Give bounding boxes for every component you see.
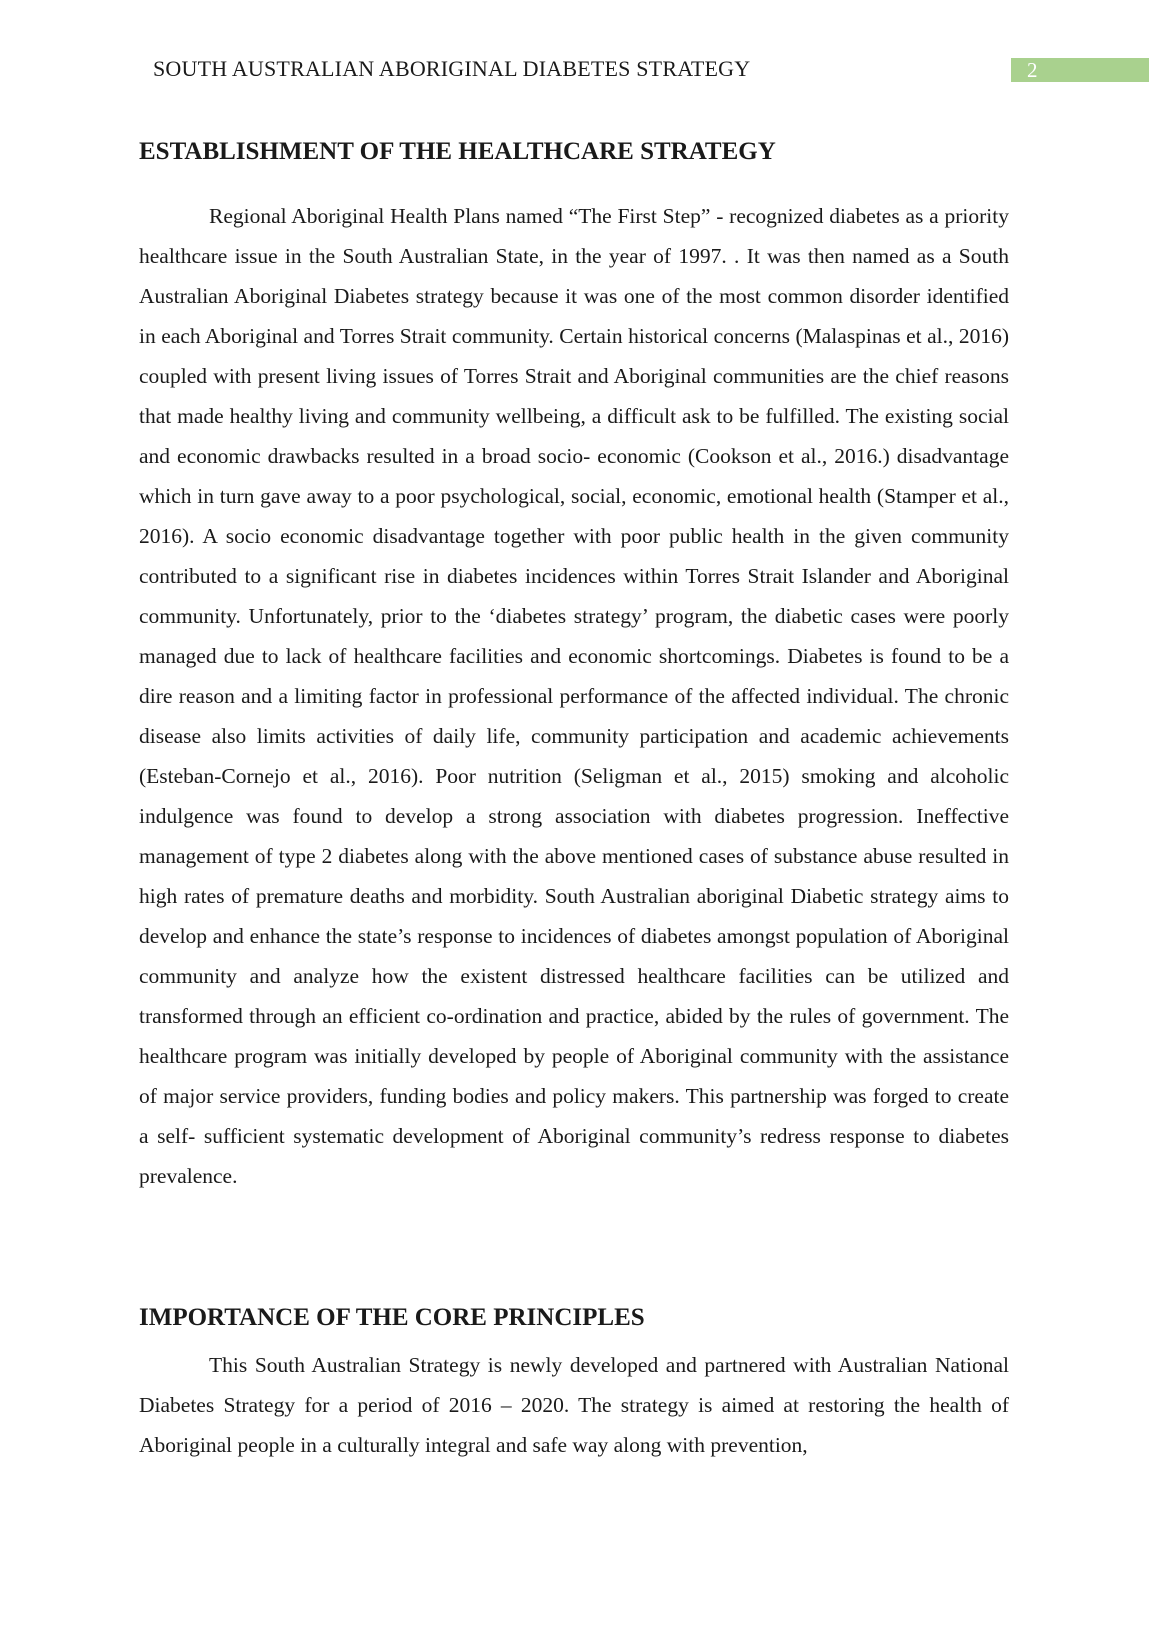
section-heading-core-principles: IMPORTANCE OF THE CORE PRINCIPLES xyxy=(139,1304,645,1331)
section-paragraph-establishment: Regional Aboriginal Health Plans named “The First Step” - recognized diabetes as a priority healthcare issue in the South Australian State, in the year of 1997. . It was then named as a South Australian Aboriginal Diabetes strategy because it was one of the most common disorder identified in each Aboriginal and Torres Strait community. Certain historical concerns (Malaspinas et al., 2016) coupled with present living issues of Torres Strait and Aboriginal communities are the chief reasons that made healthy living and community wellbeing, a difficult ask to be fulfilled. The existing social and economic drawbacks resulted in a broad socio- economic (Cookson et al., 2016.) disadvantage which in turn gave away to a poor psychological, social, economic, emotional health (Stamper et al., 2016). A socio economic disadvantage together with poor public health in the given community contributed to a significant rise in diabetes incidences within Torres Strait Islander and Aboriginal community. Unfortunately, prior to the ‘diabetes strategy’ program, the diabetic cases were poorly managed due to lack of healthcare facilities and economic shortcomings. Diabetes is found to be a dire reason and a limiting factor in professional performance of the affected individual. The chronic disease also limits activities of daily life, community participation and academic achievements (Esteban-Cornejo et al., 2016). Poor nutrition (Seligman et al., 2015) smoking and alcoholic indulgence was found to develop a strong association with diabetes progression. Ineffective management of type 2 diabetes along with the above mentioned cases of substance abuse resulted in high rates of premature deaths and morbidity. South Australian aboriginal Diabetic strategy aims to develop and enhance the state’s response to incidences of diabetes amongst population of Aboriginal community and analyze how the existent distressed healthcare facilities can be utilized and transformed through an efficient co-ordination and practice, abided by the rules of government. The healthcare program was initially developed by people of Aboriginal community with the assistance of major service providers, funding bodies and policy makers. This partnership was forged to create a self- sufficient systematic development of Aboriginal community’s redress response to diabetes prevalence. xyxy=(139,204,1009,1188)
section-paragraph-core-principles: This South Australian Strategy is newly developed and partnered with Australian National Diabetes Strategy for a period of 2016 – 2020. The strategy is aimed at restoring the health of Aboriginal people in a culturally integral and safe way along with prevention, xyxy=(139,1353,1009,1457)
section-heading-establishment: ESTABLISHMENT OF THE HEALTHCARE STRATEGY xyxy=(139,138,776,165)
running-header-title: SOUTH AUSTRALIAN ABORIGINAL DIABETES STRATEGY xyxy=(153,56,751,81)
page-number: 2 xyxy=(1011,58,1149,82)
